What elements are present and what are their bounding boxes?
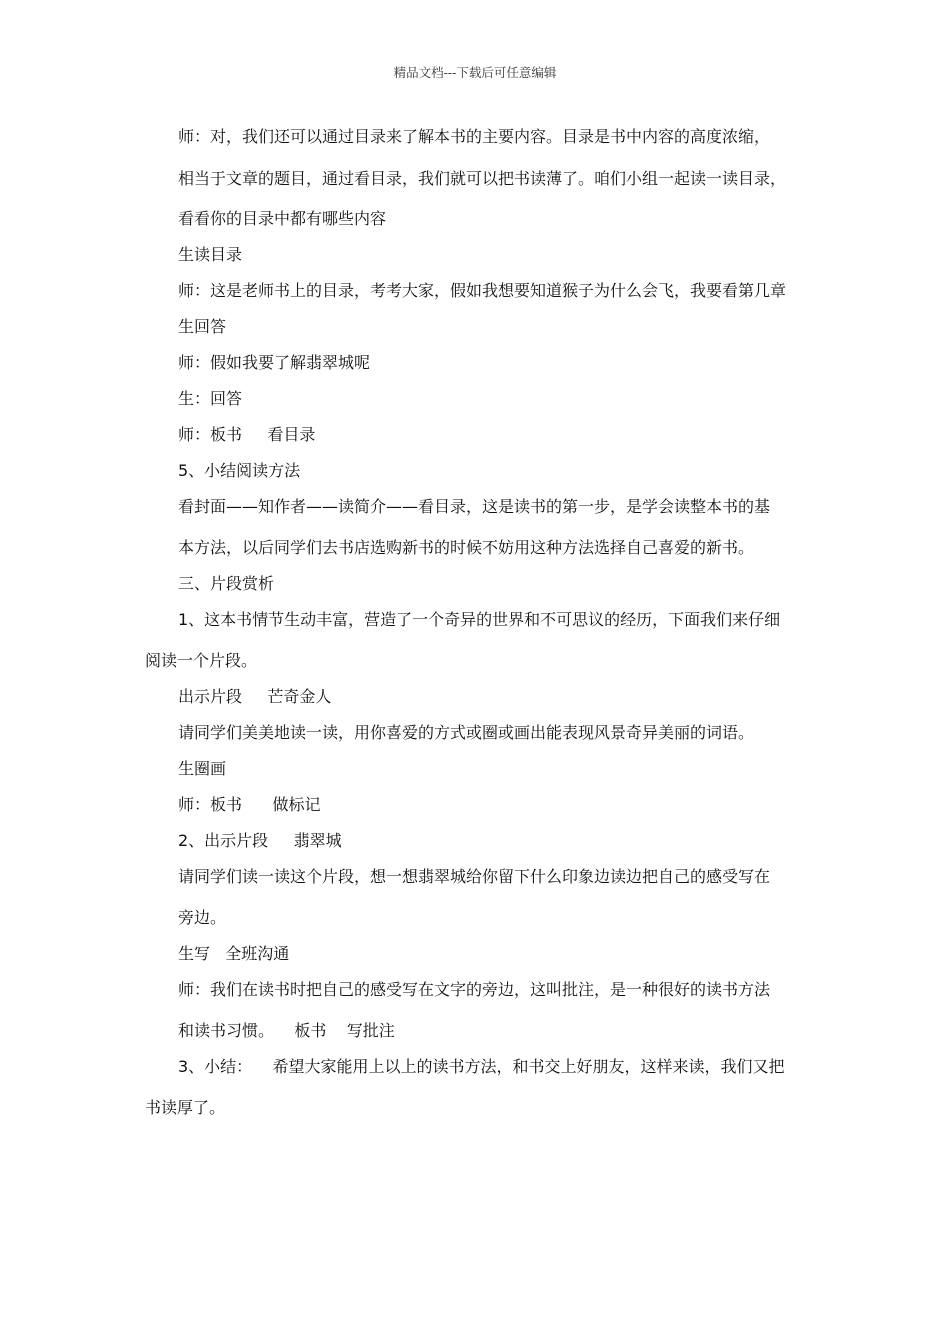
paragraph-line: 3、小结： 希望大家能用上以上的读书方法，和书交上好朋友，这样来读，我们又把 xyxy=(178,1057,785,1076)
paragraph-line: 旁边。 xyxy=(178,908,227,927)
paragraph-line: 相当于文章的题目，通过看目录，我们就可以把书读薄了。咱们小组一起读一读目录， xyxy=(178,169,787,188)
paragraph-line: 2、出示片段 翡翠城 xyxy=(178,831,342,850)
paragraph-line: 出示片段 芒奇金人 xyxy=(178,687,332,706)
paragraph-line: 生读目录 xyxy=(178,245,243,264)
paragraph-line: 师：板书 做标记 xyxy=(178,795,321,814)
paragraph-line: 师：这是老师书上的目录，考考大家，假如我想要知道猴子为什么会飞，我要看第几章 xyxy=(178,281,787,300)
paragraph-line: 本方法，以后同学们去书店选购新书的时候不妨用这种方法选择自己喜爱的新书。 xyxy=(178,538,755,557)
paragraph-line: 书读厚了。 xyxy=(145,1098,226,1117)
paragraph-line: 生：回答 xyxy=(178,389,243,408)
paragraph-line: 和读书习惯。 板书 写批注 xyxy=(178,1021,395,1040)
paragraph-line: 1、这本书情节生动丰富，营造了一个奇异的世界和不可思议的经历，下面我们来仔细 xyxy=(178,610,781,629)
paragraph-line: 看看你的目录中都有哪些内容 xyxy=(178,209,387,228)
paragraph-line: 阅读一个片段。 xyxy=(145,651,258,670)
paragraph-line: 师：假如我要了解翡翠城呢 xyxy=(178,353,371,372)
paragraph-line: 师：我们在读书时把自己的感受写在文字的旁边，这叫批注，是一种很好的读书方法 xyxy=(178,980,771,999)
paragraph-line: 师：板书 看目录 xyxy=(178,425,316,444)
section-heading: 5、小结阅读方法 xyxy=(178,461,301,480)
paragraph-line: 看封面——知作者——读简介——看目录，这是读书的第一步，是学会读整本书的基 xyxy=(178,497,771,516)
paragraph-line: 师：对，我们还可以通过目录来了解本书的主要内容。目录是书中内容的高度浓缩， xyxy=(178,127,771,146)
section-heading: 三、片段赏析 xyxy=(178,574,275,593)
paragraph-line: 生回答 xyxy=(178,317,227,336)
paragraph-line: 生写 全班沟通 xyxy=(178,944,290,963)
page-header: 精品文档---下载后可任意编辑 xyxy=(393,65,557,80)
paragraph-line: 请同学们读一读这个片段，想一想翡翠城给你留下什么印象边读边把自己的感受写在 xyxy=(178,867,771,886)
paragraph-line: 生圈画 xyxy=(178,759,227,778)
paragraph-line: 请同学们美美地读一读，用你喜爱的方式或圈或画出能表现风景奇异美丽的词语。 xyxy=(178,723,755,742)
